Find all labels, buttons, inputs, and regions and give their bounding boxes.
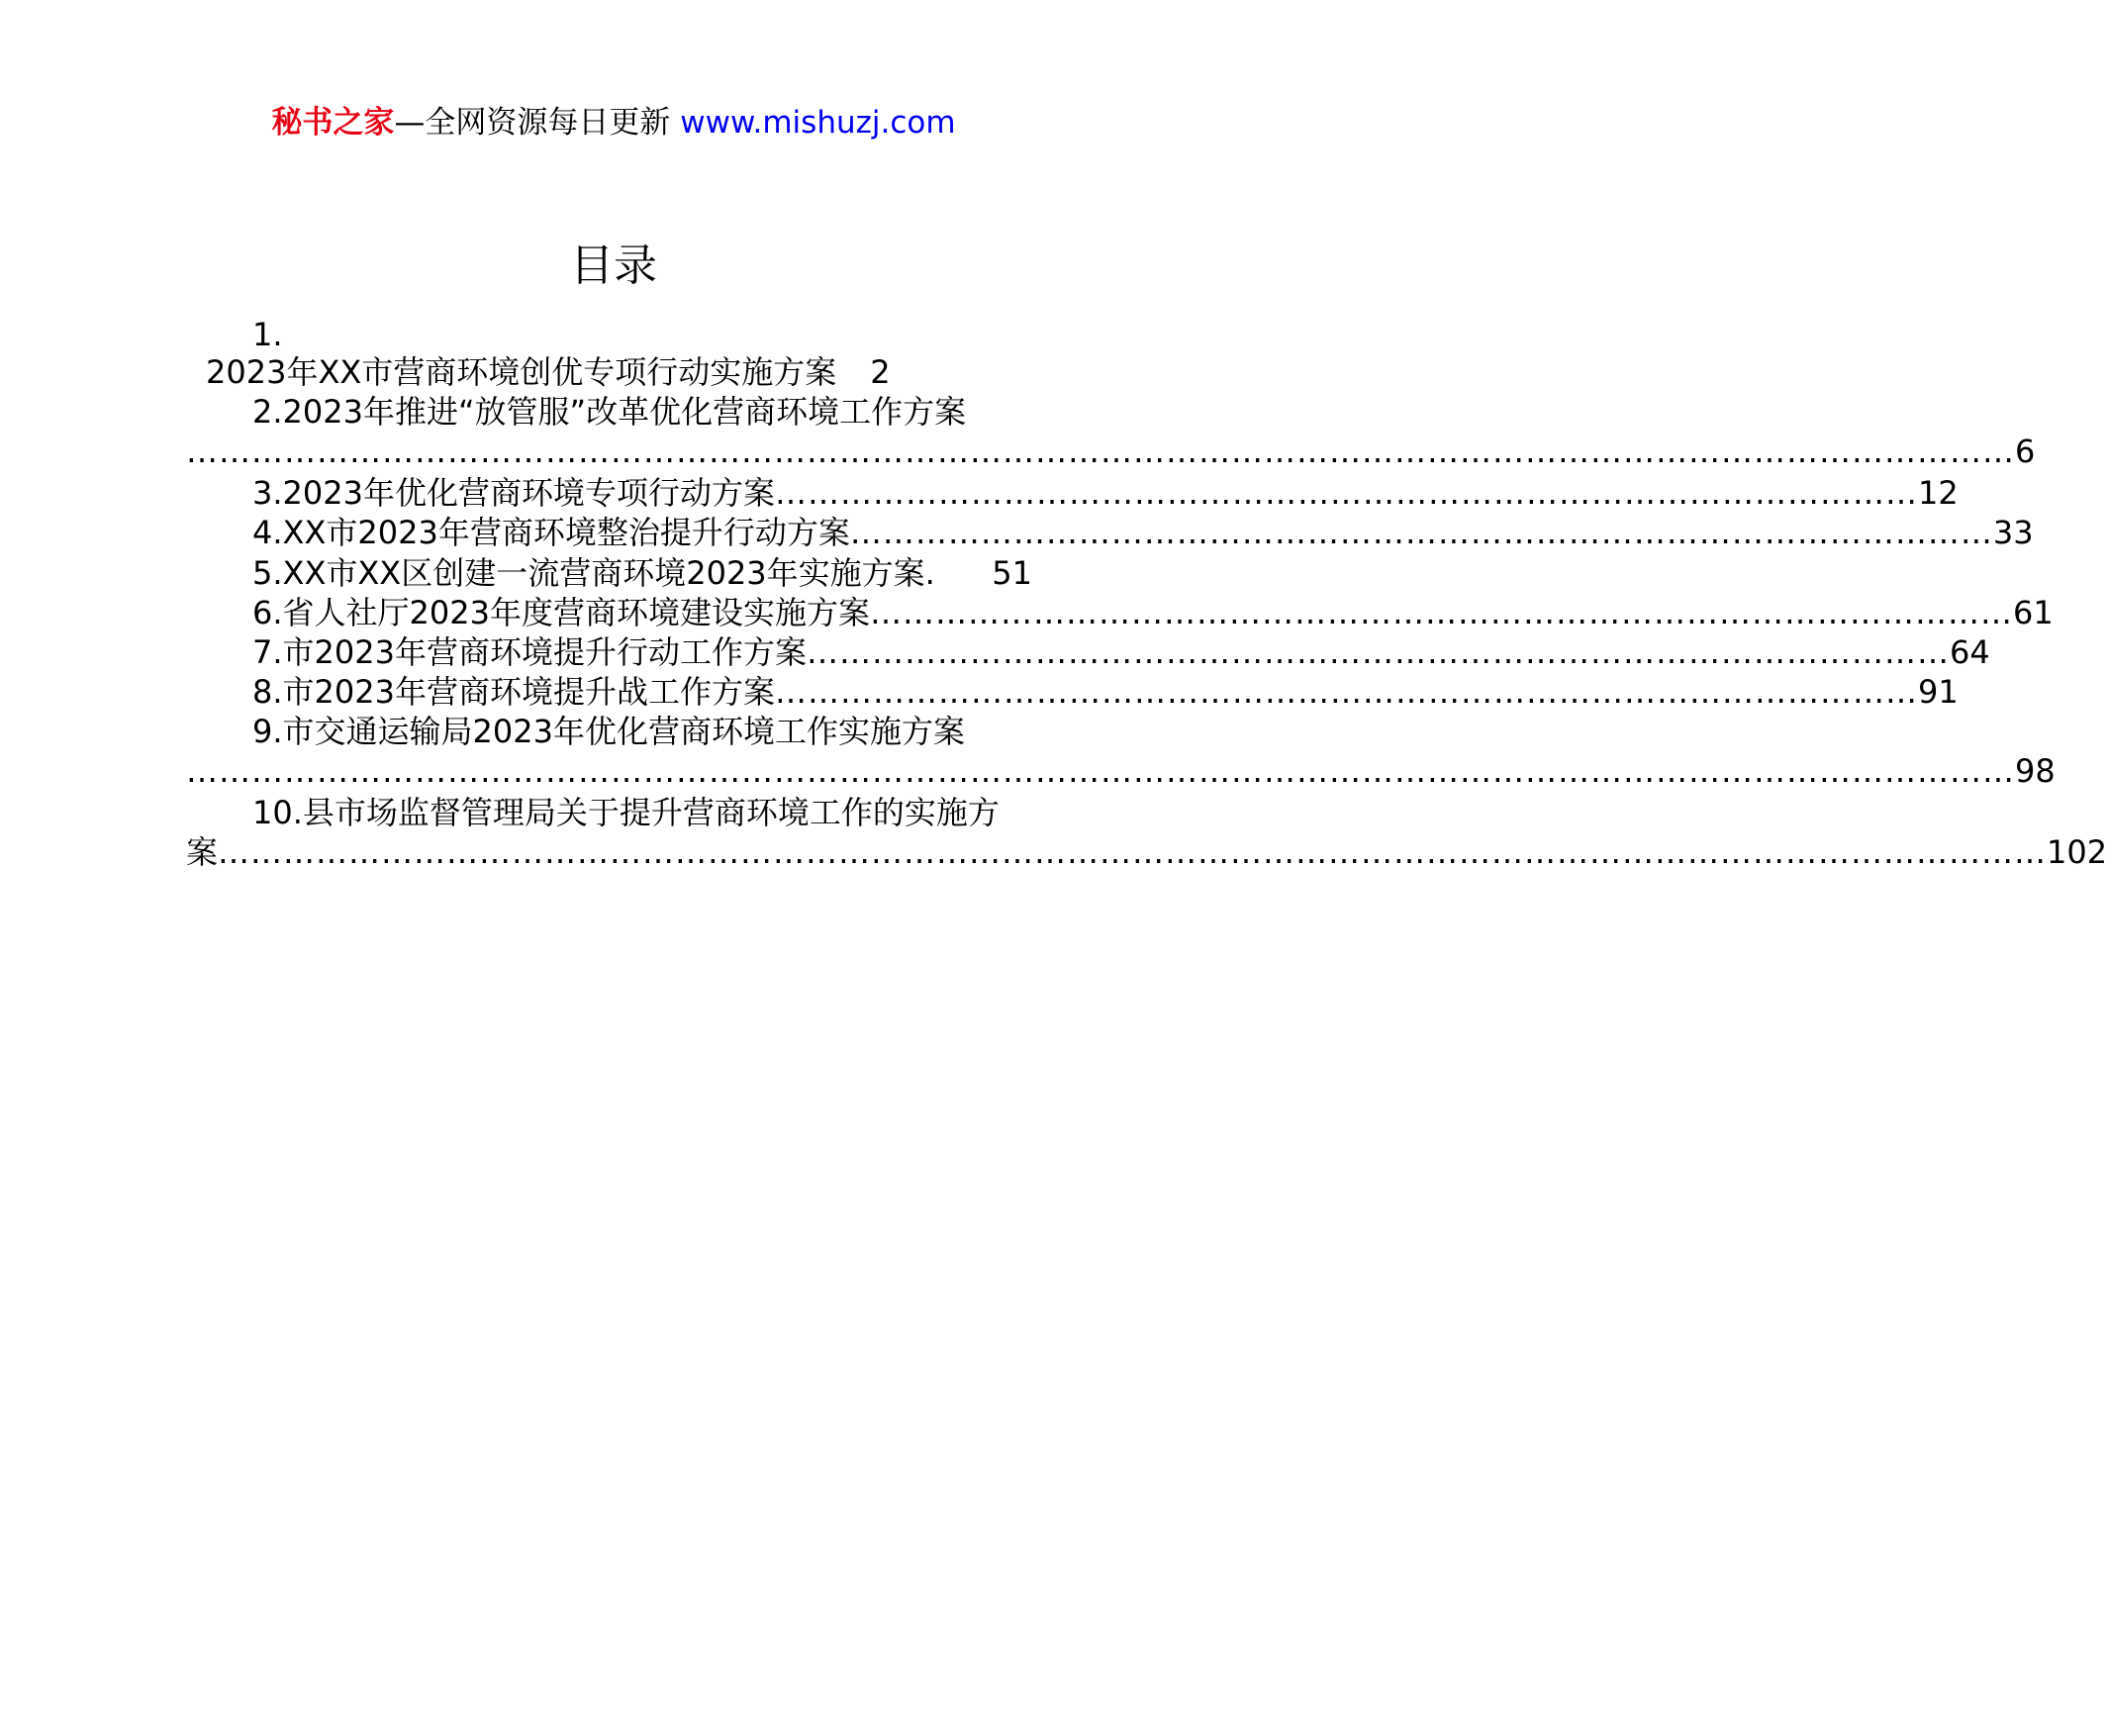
toc-entry-title: 7.市2023年营商环境提升行动工作方案 (252, 633, 807, 671)
toc-entry-9-leader[interactable] (186, 751, 2056, 791)
toc-entry-2[interactable]: 2.2023年推进“放管服”改革优化营商环境工作方案 (252, 393, 967, 431)
toc-entry-title: 6.省人社厅2023年度营商环境建设实施方案 (252, 594, 870, 631)
toc-leader-dots: …………………………………………………………………………………………………………………………………………………… (186, 433, 2015, 470)
toc-entry-page: 102 (2047, 833, 2107, 871)
toc-entry-page: 6 (2015, 433, 2036, 470)
site-brand: 秘书之家 (271, 105, 395, 141)
toc-entry-9[interactable]: 9.市交通运输局2023年优化营商环境工作实施方案 (252, 713, 965, 750)
toc-entry-10[interactable]: 10.县市场监督管理局关于提升营商环境工作的实施方 (252, 794, 1000, 831)
toc-entry-10-leader[interactable] (186, 832, 2107, 872)
toc-entry-8[interactable] (252, 672, 1959, 712)
toc-entry-6[interactable] (252, 593, 2054, 632)
toc-entry-title: 5.XX市XX区创建一流营商环境2023年实施方案. (252, 554, 935, 592)
toc-entry-title-cont: 案 (186, 833, 219, 871)
toc-entry-4[interactable] (252, 513, 2034, 552)
toc-entry-page: 91 (1917, 673, 1959, 711)
toc-entry-page: 2 (870, 353, 891, 391)
site-url-link[interactable]: www.mishuzj.com (680, 105, 956, 141)
toc-leader-dots: …………………………………………………………………………………………… (774, 673, 1918, 711)
site-tagline: —全网资源每日更新 (394, 105, 671, 141)
toc-entry-1[interactable] (206, 352, 891, 392)
toc-entry-7[interactable] (252, 632, 1990, 672)
toc-entry-title: 4.XX市2023年营商环境整治提升行动方案 (252, 514, 850, 551)
site-header (0, 97, 1227, 142)
toc-leader-dots: …………………………………………………………………………………………………………………………………………………… (186, 752, 2015, 790)
toc-entry-page: 51 (992, 554, 1032, 592)
toc-leader-dots: …………………………………………………………………………………………… (806, 633, 1950, 671)
toc-entry-page: 61 (2012, 594, 2054, 631)
toc-entry-2-leader[interactable] (186, 432, 2036, 471)
toc-entry-title: 2023年XX市营商环境创优专项行动实施方案 (206, 353, 837, 391)
toc-entry-title: 3.2023年优化营商环境专项行动方案 (252, 474, 775, 512)
toc-entry-page: 33 (1992, 514, 2034, 551)
toc-entry-3[interactable] (252, 473, 1959, 513)
toc-entry-page: 12 (1917, 474, 1959, 512)
toc-entry-page: 64 (1949, 633, 1990, 671)
toc-entry-1-index[interactable]: 1. (252, 316, 283, 353)
toc-leader-dots: …………………………………………………………………………………………………………………………………………………… (218, 833, 2048, 871)
toc-leader-dots: …………………………………………………………………………………………… (849, 514, 1993, 551)
toc-entry-5[interactable] (252, 553, 1032, 593)
page-title: 目录 (570, 241, 657, 291)
toc-entry-page: 98 (2015, 752, 2056, 790)
toc-leader-dots: …………………………………………………………………………………………… (869, 594, 2013, 631)
toc-entry-title: 8.市2023年营商环境提升战工作方案 (252, 673, 775, 711)
toc-leader-dots: …………………………………………………………………………………………… (774, 474, 1918, 512)
